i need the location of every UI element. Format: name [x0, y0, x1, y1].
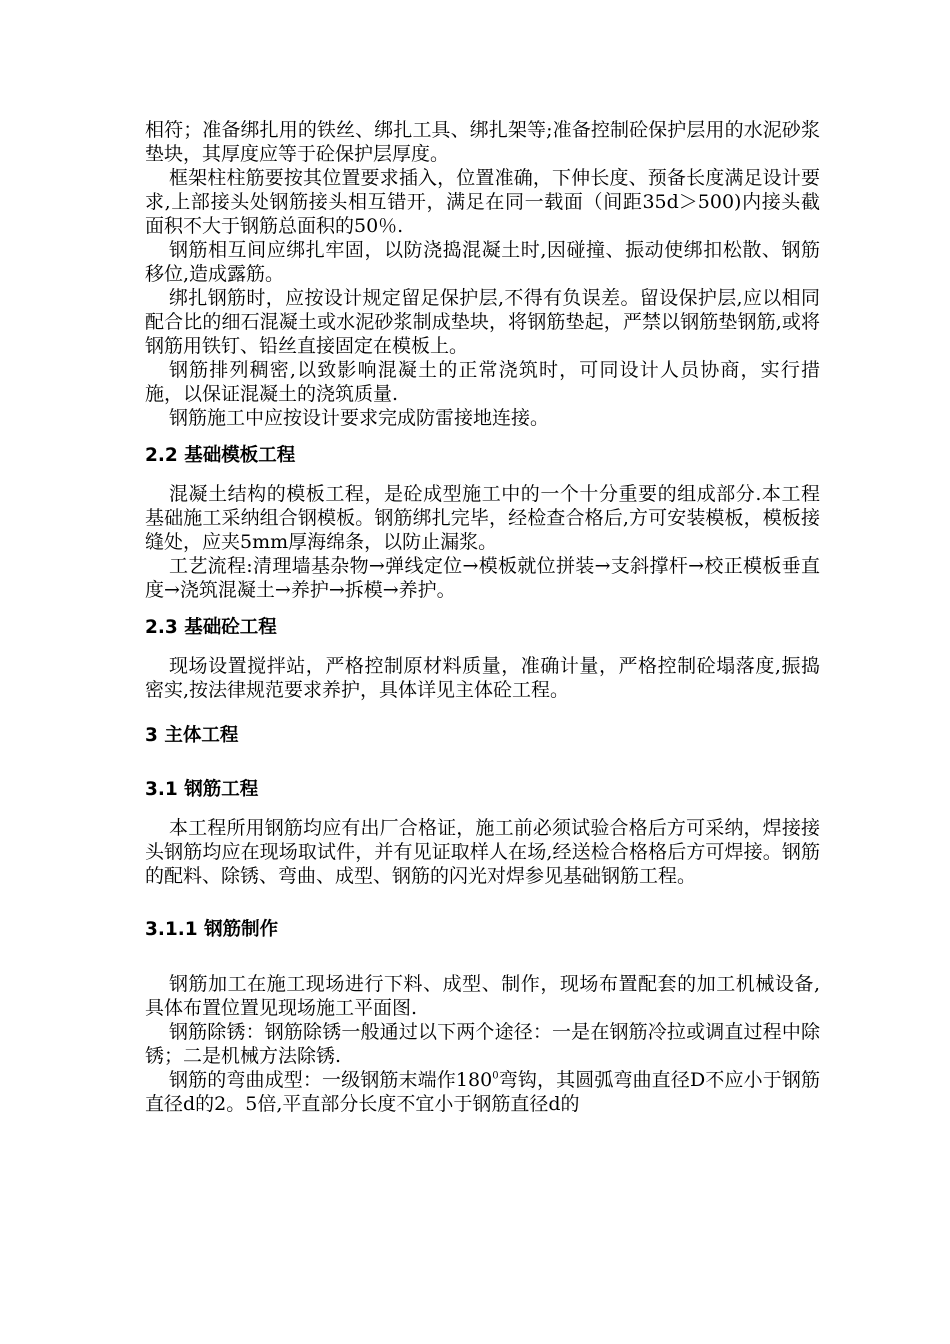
bending-text-end: 弯钩，其圆弧弯曲直径D不应小于钢筋直径d的2。5倍,平直部分长度不宜小于钢筋直径d的 [145, 1069, 820, 1115]
heading-2-2: 2.2 基础模板工程 [145, 445, 296, 466]
heading-2-3: 2.3 基础砼工程 [145, 617, 277, 638]
paragraph-bending-forming [145, 1068, 820, 1116]
paragraph-formwork-process: 工艺流程:清理墙基杂物→弹线定位→模板就位拼装→支斜撑杆→校正模板垂直度→浇筑混凝土→养护→拆模→养护。 [145, 555, 820, 601]
paragraph-cover-layer: 绑扎钢筋时，应按设计规定留足保护层,不得有负误差。留设保护层,应以相同配合比的细石混凝土或水泥砂浆制成垫块，将钢筋垫起，严禁以钢筋垫钢筋,或将钢筋用铁钉、铅丝直接固定在模板上。 [145, 287, 820, 357]
paragraph-column-rebar: 框架柱柱筋要按其位置要求插入，位置准确，下伸长度、预备长度满足设计要求,上部接头处钢筋接头相互错开，满足在同一载面（间距35d＞500)内接头截面积不大于钢筋总面积的50％. [145, 167, 820, 237]
heading-3-1: 3.1 钢筋工程 [145, 779, 259, 800]
paragraph-binding-firm: 钢筋相互间应绑扎牢固，以防浇捣混凝土时,因碰撞、振动使绑扣松散、钢筋移位,造成露筋。 [145, 239, 820, 285]
paragraph-lightning-grounding: 钢筋施工中应按设计要求完成防雷接地连接。 [169, 407, 550, 429]
heading-3: 3 主体工程 [145, 725, 239, 746]
paragraph-rebar-certificate: 本工程所用钢筋均应有出厂合格证，施工前必须试验合格后方可采纳，焊接接头钢筋均应在现场取试件，并有见证取样人在场,经送检合格格后方可焊接。钢筋的配料、除锈、弯曲、成型、钢筋的闪光对焊参见基础钢筋工程。 [145, 817, 820, 887]
bending-text-start: 钢筋的弯曲成型：一级钢筋末端作180 [169, 1069, 493, 1091]
heading-3-1-1: 3.1.1 钢筋制作 [145, 919, 279, 940]
paragraph-rebar-processing: 钢筋加工在施工现场进行下料、成型、制作，现场布置配套的加工机械设备,具体布置位置见现场施工平面图. [145, 973, 820, 1019]
paragraph-foundation-concrete: 现场设置搅拌站，严格控制原材料质量，准确计量，严格控制砼塌落度,振捣密实,按法律规范要求养护，具体详见主体砼工程。 [145, 655, 820, 701]
degree-superscript: 0 [492, 1070, 499, 1082]
paragraph-prep-materials: 相符；准备绑扎用的铁丝、绑扎工具、绑扎架等;准备控制砼保护层用的水泥砂浆垫块，其厚度应等于砼保护层厚度。 [145, 119, 820, 165]
document-page [145, 118, 820, 1116]
paragraph-dense-rebar: 钢筋排列稠密,以致影响混凝土的正常浇筑时，可同设计人员协商，实行措施，以保证混凝土的浇筑质量. [145, 359, 820, 405]
paragraph-formwork-intro: 混凝土结构的模板工程，是砼成型施工中的一个十分重要的组成部分.本工程基础施工采纳组合钢模板。钢筋绑扎完毕，经检查合格后,方可安装模板，模板接缝处，应夹5mm厚海绵条，以防止漏浆。 [145, 483, 820, 553]
paragraph-rust-removal: 钢筋除锈：钢筋除锈一般通过以下两个途径：一是在钢筋冷拉或调直过程中除锈；二是机械方法除锈. [145, 1021, 820, 1067]
